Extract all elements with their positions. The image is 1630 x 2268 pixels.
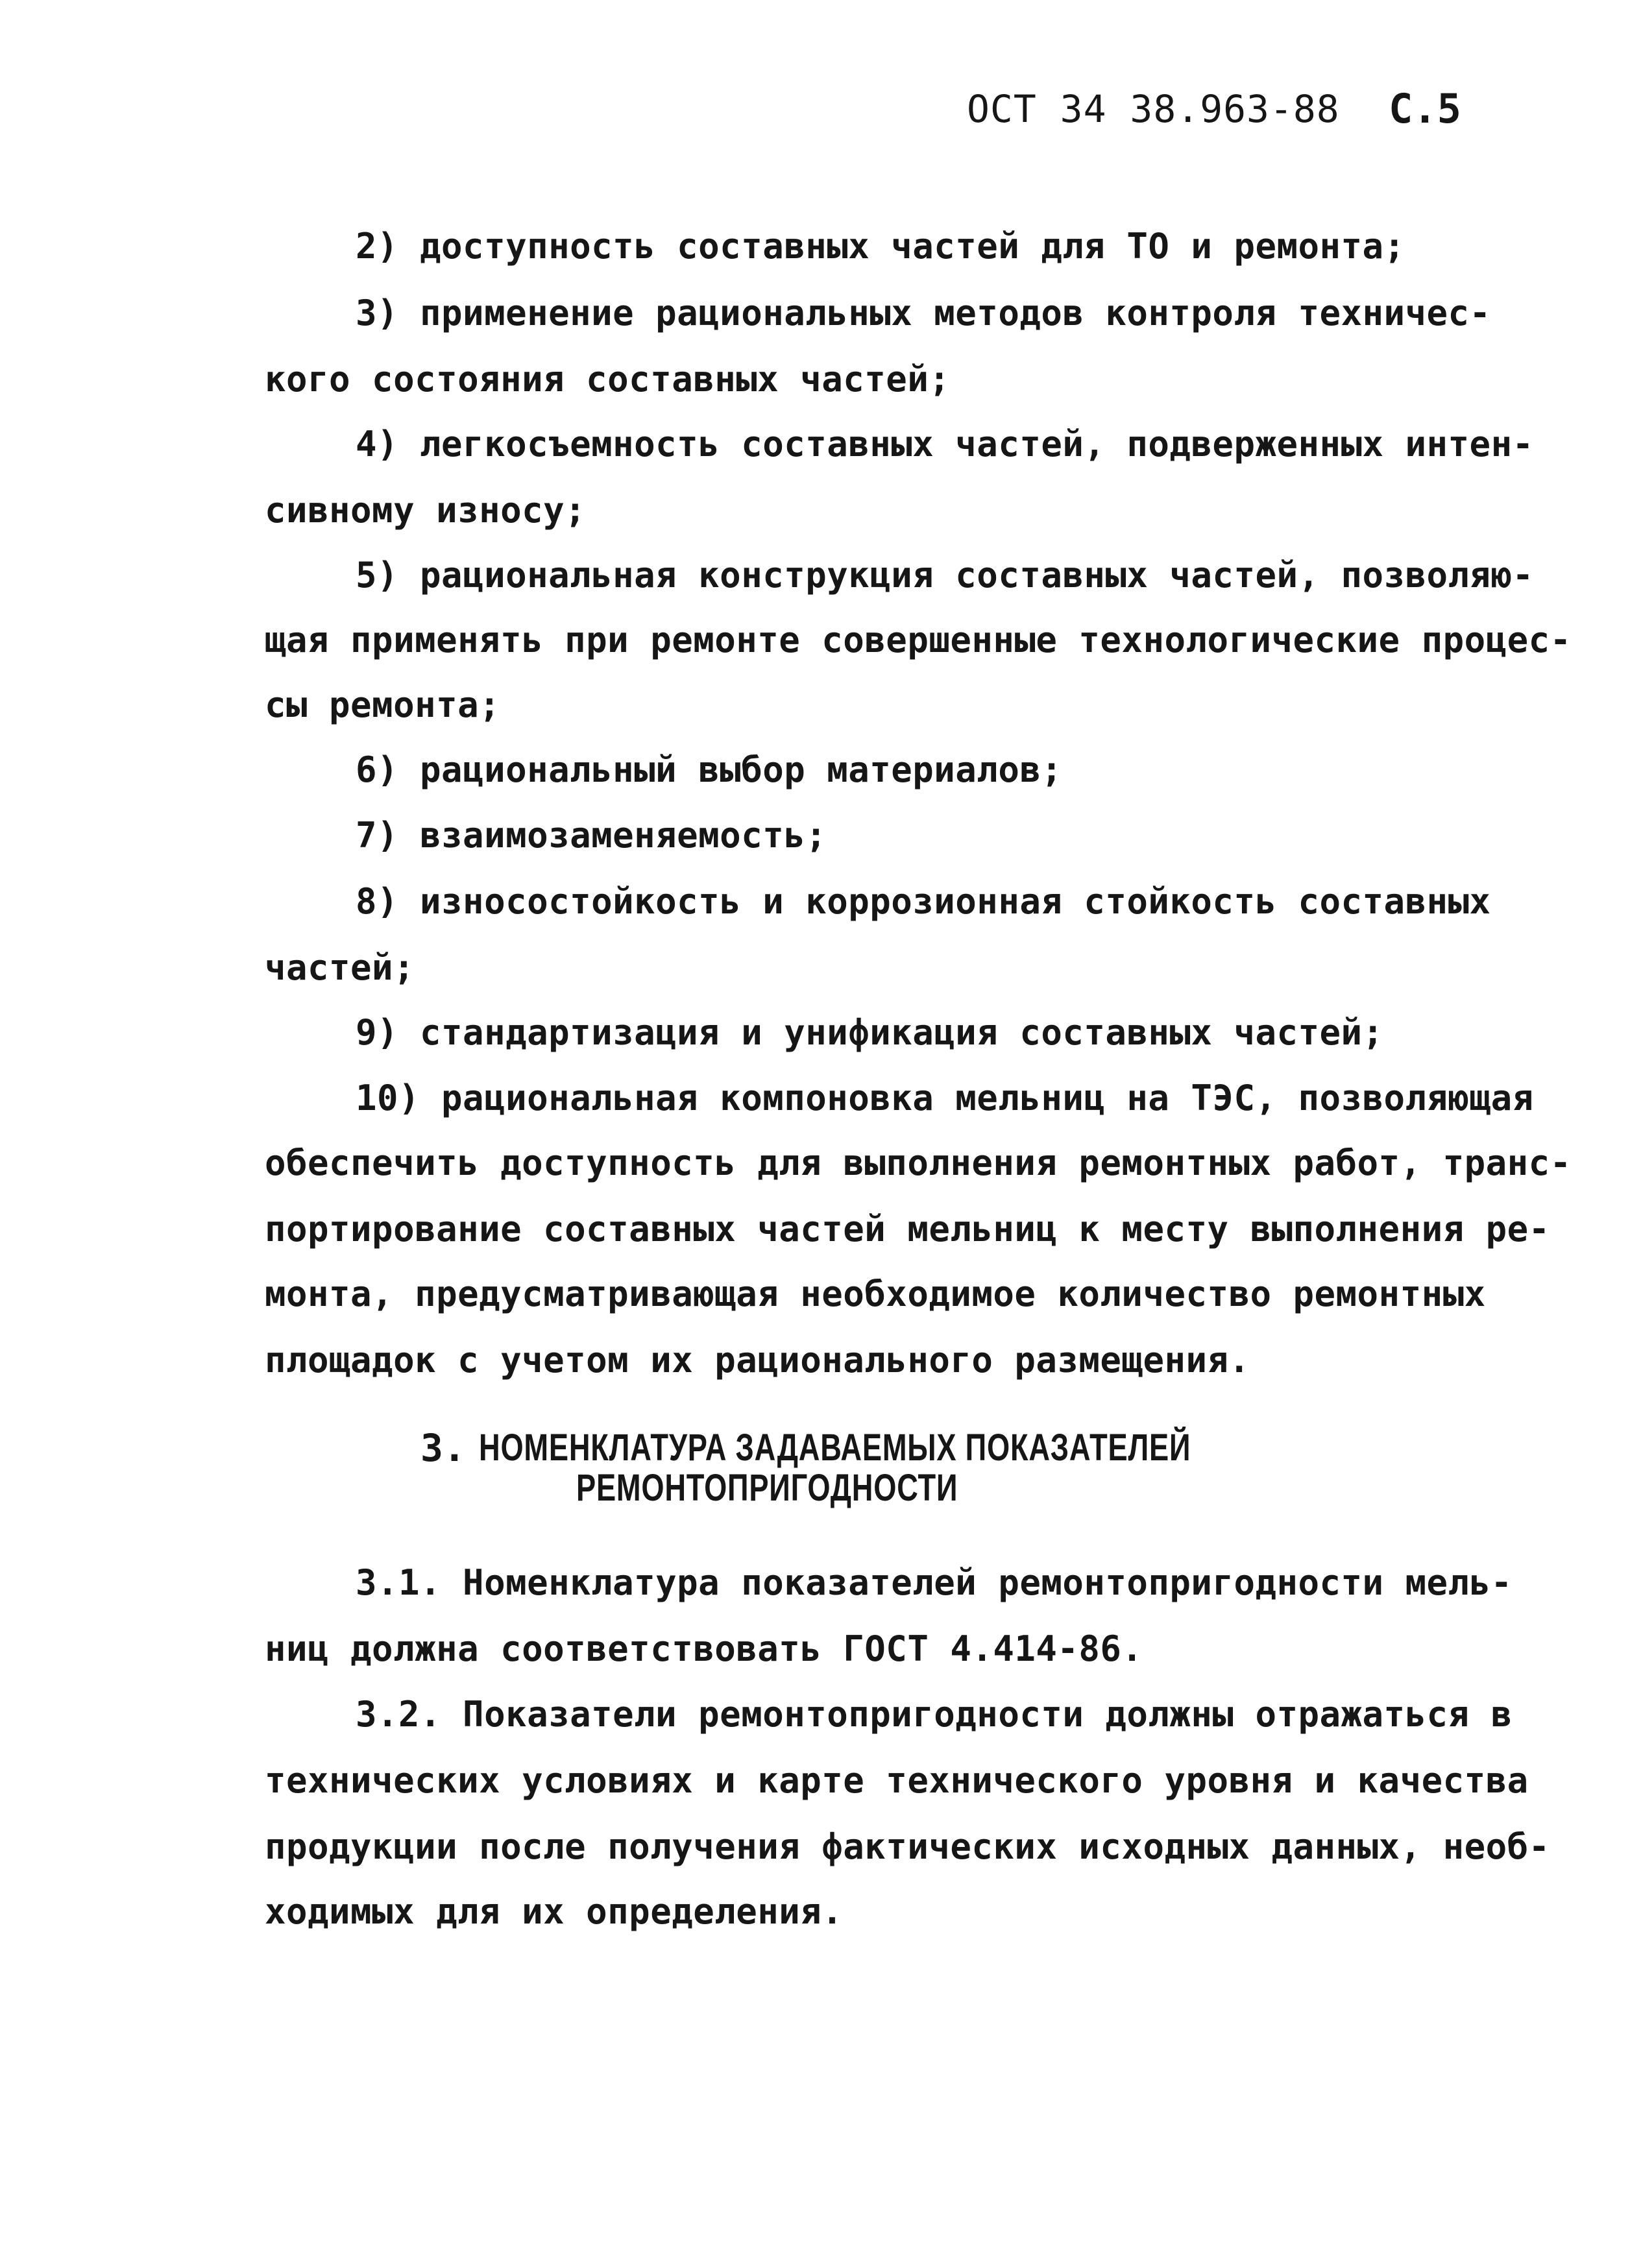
section-title-line1: НОМЕНКЛАТУРА ЗАДАВАЕМЫХ ПОКАЗАТЕЛЕЙ [479, 1427, 1191, 1469]
list-item-5: 5) рациональная конструкция составных частей, позволяю- [356, 555, 1534, 596]
list-item-2: 2) доступность составных частей для ТО и ремонта; [356, 226, 1405, 267]
list-item-3-cont: кого состояния составных частей; [265, 359, 951, 400]
section-title-line2: РЕМОНТОПРИГОДНОСТИ [576, 1467, 958, 1509]
list-item-9: 9) стандартизация и унификация составных частей; [356, 1012, 1384, 1053]
page-number: С.5 [1389, 85, 1461, 132]
paragraph-3-2-cont2: продукции после получения фактических исходных данных, необ- [265, 1826, 1550, 1867]
list-item-8: 8) износостойкость и коррозионная стойкость составных [356, 881, 1491, 922]
list-item-10-cont3: монта, предусматривающая необходимое количество ремонтных [265, 1273, 1486, 1314]
paragraph-3-1: 3.1. Номенклатура показателей ремонтопригодности мель- [356, 1562, 1513, 1603]
list-item-7: 7) взаимозаменяемость; [356, 815, 827, 856]
document-code: ОСТ 34 38.963-88 [967, 87, 1340, 131]
list-item-4-cont: сивному износу; [265, 490, 587, 531]
list-item-10-cont2: портирование составных частей мельниц к месту выполнения ре- [265, 1209, 1550, 1249]
list-item-4: 4) легкосъемность составных частей, подверженных интен- [356, 424, 1534, 464]
list-item-10-cont1: обеспечить доступность для выполнения ремонтных работ, транс- [265, 1142, 1572, 1183]
list-item-5-cont1: щая применять при ремонте совершенные технологические процес- [265, 620, 1572, 660]
section-number: 3. [420, 1426, 466, 1470]
list-item-5-cont2: сы ремонта; [265, 684, 501, 725]
list-item-10-cont4: площадок с учетом их рационального размещения. [265, 1340, 1250, 1381]
paragraph-3-2-cont1: технических условиях и карте технического уровня и качества [265, 1760, 1529, 1801]
paragraph-3-1-cont: ниц должна соответствовать ГОСТ 4.414-86. [265, 1628, 1143, 1669]
list-item-10: 10) рациональная компоновка мельниц на ТЭС, позволяющая [356, 1078, 1534, 1118]
list-item-3: 3) применение рациональных методов контроля техничес- [356, 293, 1491, 333]
list-item-8-cont: частей; [265, 947, 415, 988]
paragraph-3-2: 3.2. Показатели ремонтопригодности должны отражаться в [356, 1694, 1513, 1735]
list-item-6: 6) рациональный выбор материалов; [356, 749, 1063, 790]
paragraph-3-2-cont3: ходимых для их определения. [265, 1891, 844, 1932]
